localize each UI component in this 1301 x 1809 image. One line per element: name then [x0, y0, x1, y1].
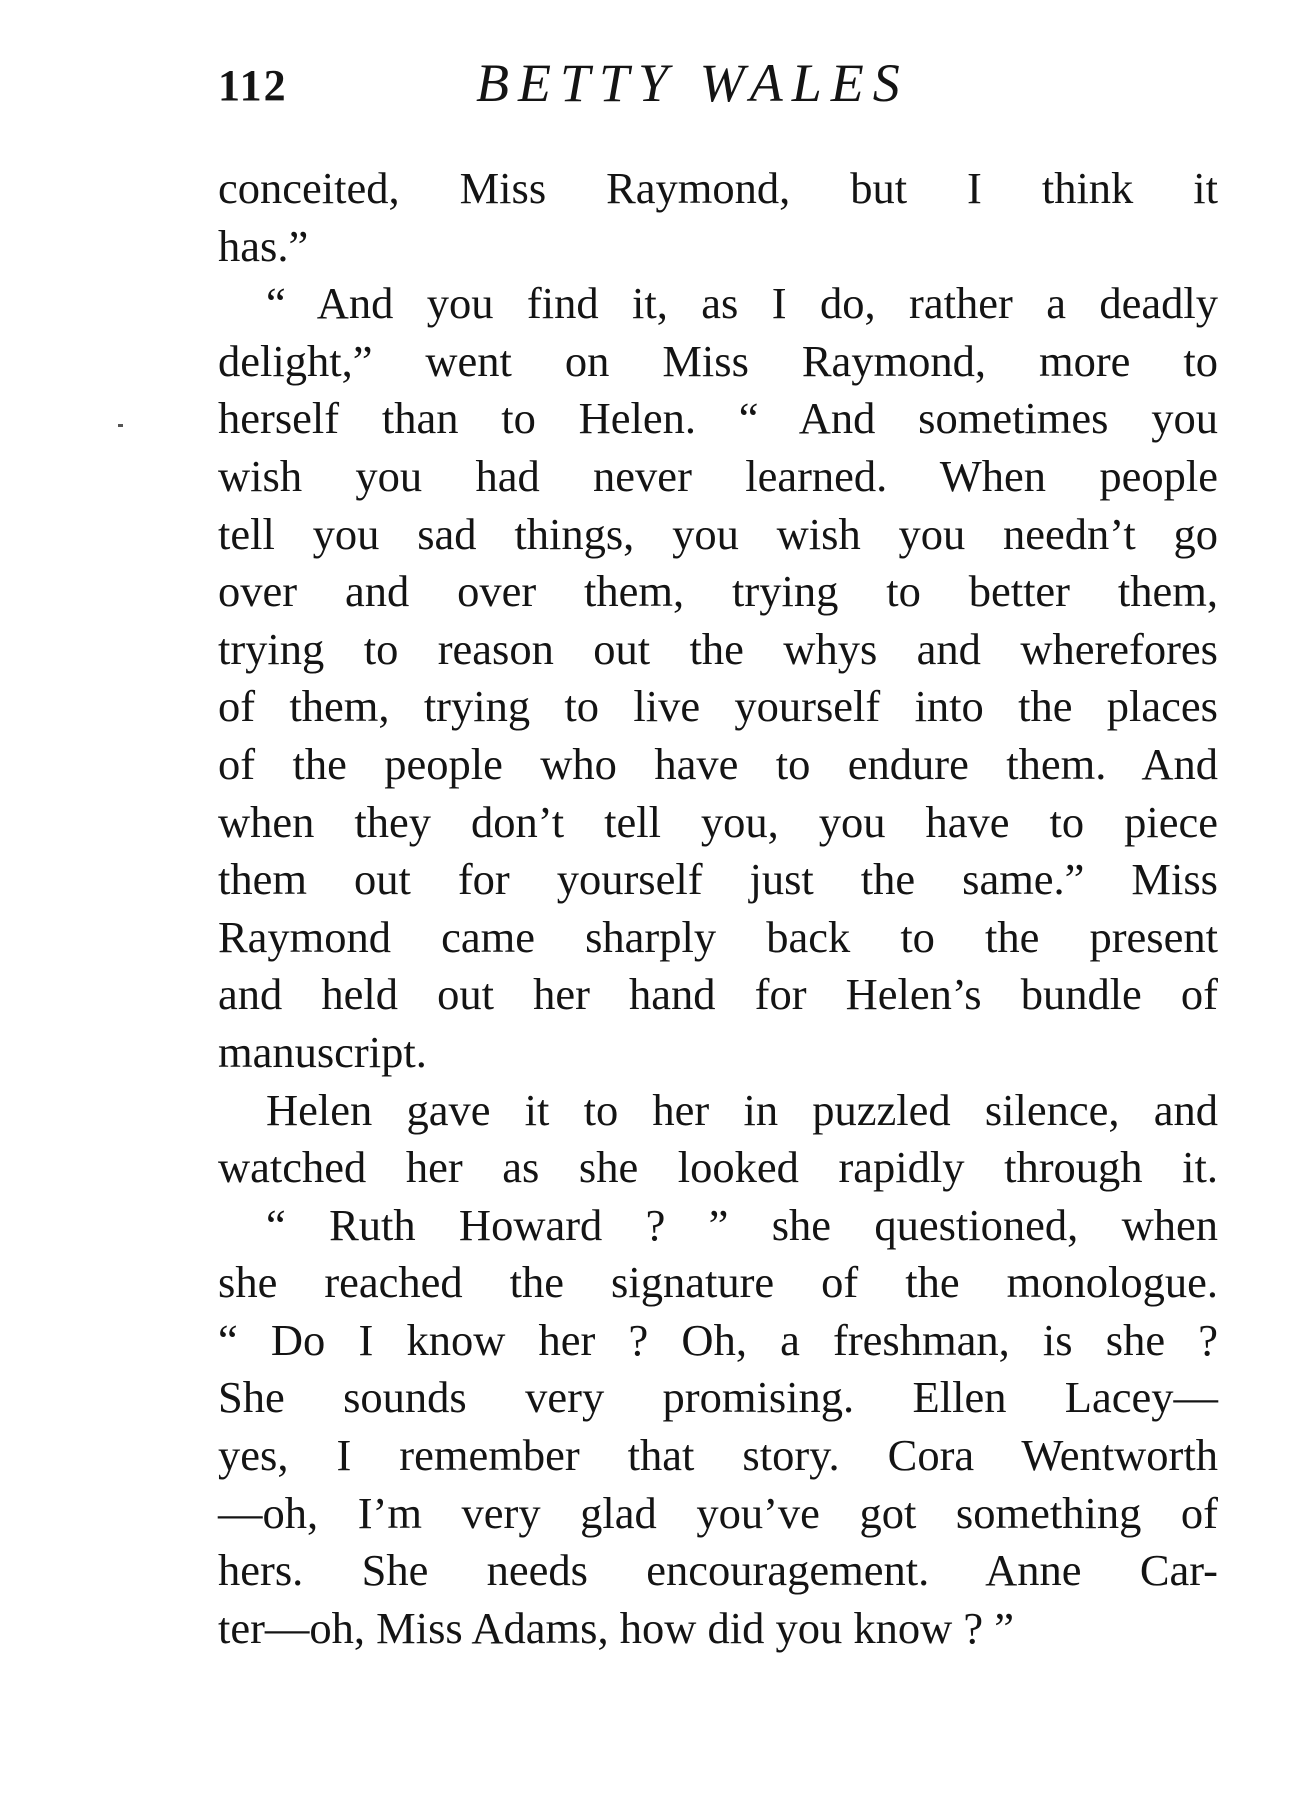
- text-line: “ Do I know her ? Oh, a freshman, is she ?: [218, 1314, 1218, 1365]
- running-title: BETTY WALES: [476, 53, 909, 113]
- text-line: and held out her hand for Helen’s bundle of: [218, 969, 1218, 1020]
- stray-mark: [118, 424, 123, 427]
- text-line: “ Ruth Howard ? ” she questioned, when: [266, 1199, 1218, 1250]
- text-line: Raymond came sharply back to the present: [218, 911, 1218, 962]
- text-line: of the people who have to endure them. And: [218, 738, 1218, 789]
- text-line: —oh, I’m very glad you’ve got something of: [218, 1487, 1218, 1538]
- text-line: She sounds very promising. Ellen Lacey—: [218, 1372, 1218, 1423]
- text-line: Helen gave it to her in puzzled silence, and: [266, 1084, 1218, 1135]
- text-line: manuscript.: [218, 1026, 427, 1077]
- text-line: herself than to Helen. “ And sometimes you: [218, 393, 1218, 444]
- text-line: she reached the signature of the monologue.: [218, 1257, 1218, 1308]
- text-line: over and over them, trying to better them,: [218, 566, 1218, 617]
- text-line: of them, trying to live yourself into the places: [218, 681, 1218, 732]
- text-line: hers. She needs encouragement. Anne Car-: [218, 1545, 1218, 1596]
- text-line: wish you had never learned. When people: [218, 450, 1218, 501]
- text-line: has.”: [218, 220, 309, 271]
- text-line: trying to reason out the whys and wherefores: [218, 623, 1218, 674]
- text-line: “ And you find it, as I do, rather a deadly: [266, 278, 1218, 329]
- text-line: when they don’t tell you, you have to piece: [218, 796, 1218, 847]
- text-line: conceited, Miss Raymond, but I think it: [218, 163, 1218, 213]
- text-line: watched her as she looked rapidly through it.: [218, 1142, 1218, 1193]
- page-number: 112: [218, 61, 288, 110]
- text-line: yes, I remember that story. Cora Wentworth: [218, 1430, 1218, 1481]
- text-line: them out for yourself just the same.” Miss: [218, 854, 1218, 905]
- body-text: [218, 160, 1218, 1657]
- running-head: [218, 52, 1218, 122]
- text-line: delight,” went on Miss Raymond, more to: [218, 335, 1218, 386]
- text-line: ter—oh, Miss Adams, how did you know ? ”: [218, 1602, 1015, 1653]
- text-line: tell you sad things, you wish you needn’t go: [218, 508, 1218, 559]
